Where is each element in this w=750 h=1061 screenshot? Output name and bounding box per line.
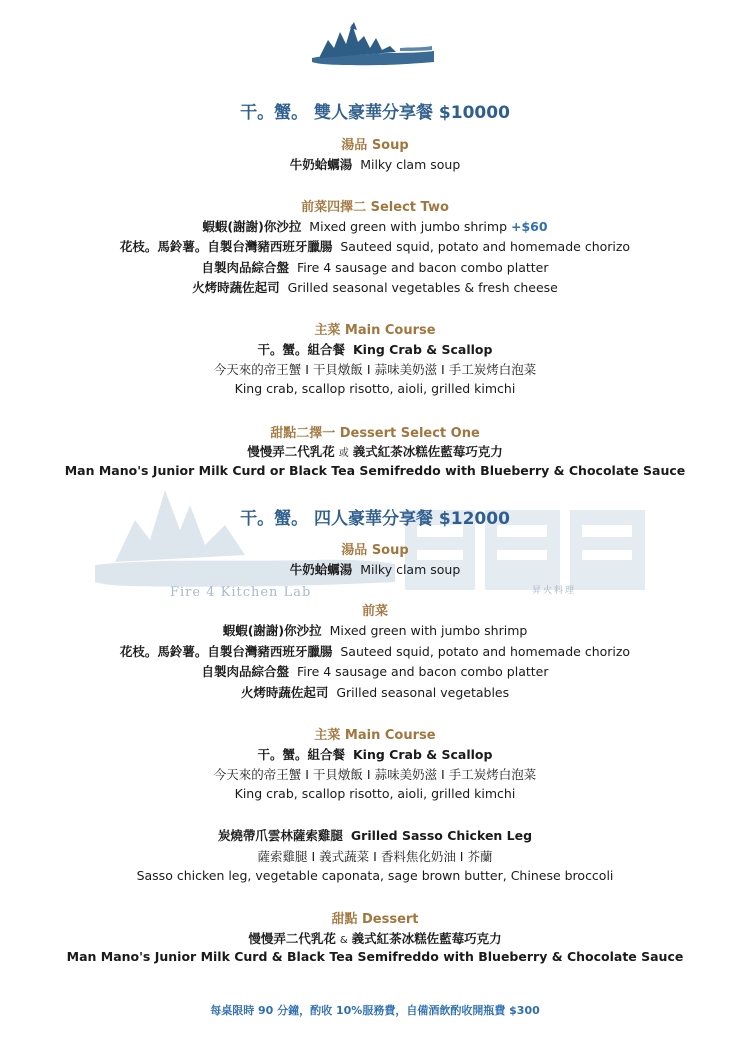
set2-main-item: 干。蟹。組合餐 King Crab & Scallop xyxy=(257,747,493,762)
set1-starter-2: 花枝。馬鈴薯。自製台灣豬西班牙臘腸 Sauteed squid, potato and homemade chorizo xyxy=(119,239,631,254)
set1-starter-1: 蝦蝦(謝謝)你沙拉 Mixed green with jumbo shrimp +$60 xyxy=(202,219,548,234)
set2-main-desc-zh: 今天來的帝王蟹 I 干貝燉飯 I 蒜味美奶滋 I 手工炭烤白泡菜 xyxy=(213,767,537,782)
set2-dessert-heading: 甜點 Dessert xyxy=(331,912,419,927)
set2-chicken-desc-zh: 薩索雞腿 I 義式蔬菜 I 香料焦化奶油 I 芥蘭 xyxy=(257,849,493,864)
set1-starter-3: 自製肉品綜合盤 Fire 4 sausage and bacon combo platter xyxy=(201,260,549,275)
set2-starter-1: 蝦蝦(謝謝)你沙拉 Mixed green with jumbo shrimp xyxy=(222,623,528,638)
set2-starter-4: 火烤時蔬佐起司 Grilled seasonal vegetables xyxy=(240,685,510,700)
brush-logo-icon xyxy=(310,18,436,68)
set2-main-desc-en: King crab, scallop risotto, aioli, grilled kimchi xyxy=(234,786,516,801)
set1-main-heading: 主菜 Main Course xyxy=(314,323,436,338)
set1-title: 干。蟹。 雙人豪華分享餐 $10000 xyxy=(240,103,510,123)
set2-starter-3: 自製肉品綜合盤 Fire 4 sausage and bacon combo platter xyxy=(201,664,549,679)
set1-soup-zh: 牛奶蛤蠣湯 xyxy=(289,157,353,172)
set2-chicken-item: 炭燒帶爪雲林薩索雞腿 Grilled Sasso Chicken Leg xyxy=(217,828,533,843)
upcharge-price: +$60 xyxy=(511,219,548,234)
set1-starter-heading: 前菜四擇二 Select Two xyxy=(301,200,449,215)
set2-dessert-item: 慢慢弄二代乳花 & 義式紅茶冰糕佐藍莓巧克力 xyxy=(248,931,502,946)
watermark-brand: Fire 4 Kitchen Lab xyxy=(170,585,312,600)
set2-chicken-desc-en: Sasso chicken leg, vegetable caponata, sage brown butter, Chinese broccoli xyxy=(136,868,614,883)
set2-starter-2: 花枝。馬鈴薯。自製台灣豬西班牙臘腸 Sauteed squid, potato and homemade chorizo xyxy=(119,644,631,659)
set2-starter-heading: 前菜 xyxy=(361,604,388,619)
set2-title: 干。蟹。 四人豪華分享餐 $12000 xyxy=(240,509,510,529)
set2-soup-item: 牛奶蛤蠣湯 Milky clam soup xyxy=(289,562,461,577)
set1-main-item: 干。蟹。組合餐 King Crab & Scallop xyxy=(257,342,493,357)
set2-soup-heading: 湯品 Soup xyxy=(341,543,409,558)
set1-dessert-en: Man Mano's Junior Milk Curd or Black Tea Semifreddo with Blueberry & Chocolate Sauce xyxy=(64,463,686,478)
set1-soup-item xyxy=(0,155,750,173)
set1-soup-heading: 湯品 Soup xyxy=(341,138,409,153)
set1-starter-4: 火烤時蔬佐起司 Grilled seasonal vegetables & fresh cheese xyxy=(192,280,558,295)
set1-dessert-item: 慢慢弄二代乳花 或 義式紅茶冰糕佐藍莓巧克力 xyxy=(247,444,503,459)
set2-main-heading: 主菜 Main Course xyxy=(314,728,436,743)
set1-main-desc-en: King crab, scallop risotto, aioli, grilled kimchi xyxy=(234,381,516,396)
set1-dessert-heading: 甜點二擇一 Dessert Select One xyxy=(270,426,480,441)
footer-note: 每桌限時 90 分鐘，酌收 10%服務費，自備酒飲酌收開瓶費 $300 xyxy=(210,1004,540,1017)
set1-main-desc-zh: 今天來的帝王蟹 I 干貝燉飯 I 蒜味美奶滋 I 手工炭烤白泡菜 xyxy=(213,362,537,377)
set1-soup-en: Milky clam soup xyxy=(360,157,461,172)
set2-dessert-en: Man Mano's Junior Milk Curd & Black Tea Semifreddo with Blueberry & Chocolate Sauce xyxy=(66,949,684,964)
watermark-sub: 昇火料理 xyxy=(532,586,577,596)
